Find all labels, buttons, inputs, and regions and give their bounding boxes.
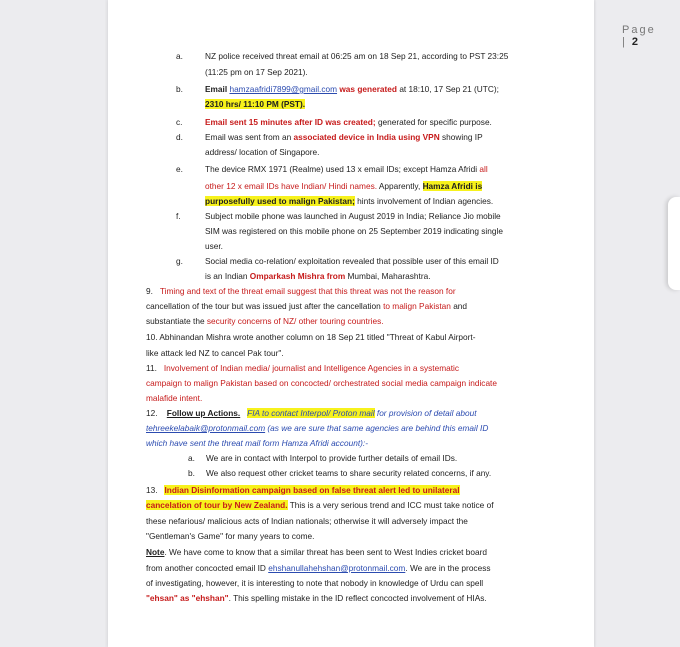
para-9-line-2: cancellation of the tour but was issued just after the cancellation to malign Pakistan and [146,301,468,311]
item-d-line-1: Email was sent from an associated device in India using VPN showing IP [205,132,483,142]
email-link-tehreek[interactable]: tehreekelabaik@protonmail.com [146,423,266,433]
para-11-line-2: campaign to malign Pakistan based on concocted/ orchestrated social media campaign indicate [146,378,497,388]
item-f-line-3: user. [205,241,223,251]
item-g-line-1: Social media co-relation/ exploitation revealed that possible user of this email ID [205,256,499,266]
item-b-line-1: Email hamzaafridi7899@gmail.com was generated at 18:10, 17 Sep 21 (UTC); [205,84,499,94]
item-f-line-1: Subject mobile phone was launched in August 2019 in India; Reliance Jio mobile [205,211,501,221]
para-13-line-3: these nefarious/ malicious acts of Indian nationals; otherwise it will adversely impact the [146,516,468,526]
item-g-label: g. [176,256,183,266]
para-12-line-3: which have sent the threat mail form Hamza Afridi account):- [146,438,368,448]
item-c-line: Email sent 15 minutes after ID was created; generated for specific purpose. [205,117,492,127]
para-12-b-text: We also request other cricket teams to share security related concerns, if any. [206,468,492,478]
item-a-line-1: NZ police received threat email at 06:25 am on 18 Sep 21, according to PST 23:25 [205,51,509,61]
item-b-label: b. [176,84,183,94]
note-line-2: from another concocted email ID ehshanullahehshan@protonmail.com. We are in the process [146,563,491,573]
para-10-line-2: like attack led NZ to cancel Pak tour". [146,348,284,358]
para-12-b-label: b. [188,468,195,478]
para-11-line-3: malafide intent. [146,393,203,403]
para-9-line-3: substantiate the security concerns of NZ/ other touring countries. [146,316,384,326]
note-line-1: Note. We have come to know that a similar threat has been sent to West Indies cricket board [146,547,487,557]
para-13-line-1: 13. Indian Disinformation campaign based on false threat alert led to unilateral [146,485,460,495]
email-link-hamza[interactable]: hamzaafridi7899@gmail.com [229,84,338,94]
email-link-ehshan[interactable]: ehshanullahehshan@protonmail.com [268,563,406,573]
para-13-line-2: cancelation of tour by New Zealand. This is a very serious trend and ICC must take notice of [146,500,494,510]
para-12-line-1: 12. Follow up Actions. FIA to contact Interpol/ Proton mail for provision of detail about [146,408,477,418]
item-b-line-2: 2310 hrs/ 11:10 PM (PST). [205,99,306,109]
para-13-line-4: "Gentleman's Game" for many years to come. [146,531,315,541]
page-number: Page | 2 [622,24,656,48]
document-page [108,0,656,647]
item-e-label: e. [176,164,183,174]
item-c-label: c. [176,117,183,127]
para-10-line-1: 10. Abhinandan Mishra wrote another column on 18 Sep 21 titled "Threat of Kabul Airport- [146,332,476,342]
para-12-a-label: a. [188,453,195,463]
para-12-line-2: tehreekelabaik@protonmail.com (as we are sure that same agencies are behind this email ID [146,423,489,433]
para-12-a-text: We are in contact with Interpol to provide further details of email IDs. [206,453,458,463]
side-scroll-tab[interactable] [668,197,680,290]
para-11-line-1: 11. Involvement of Indian media/ journalist and Intelligence Agencies in a systematic [146,363,460,373]
viewer-background-right [596,0,680,647]
item-g-line-2: is an Indian Omparkash Mishra from Mumbai, Maharashtra. [205,271,431,281]
item-a-label: a. [176,51,183,61]
item-f-label: f. [176,211,181,221]
item-f-line-2: SIM was registered on this mobile phone on 25 September 2019 indicating single [205,226,503,236]
note-line-3: of investigating, however, it is interesting to note that nobody in knowledge of Urdu can spell [146,578,484,588]
item-e-line-2: other 12 x email IDs have Indian/ Hindi names. Apparently, Hamza Afridi is [205,181,483,191]
item-a-line-2: (11:25 pm on 17 Sep 2021). [205,67,308,77]
item-e-line-3: purposefully used to malign Pakistan; hints involvement of Indian agencies. [205,196,494,206]
item-d-label: d. [176,132,183,142]
para-9-line-1: 9. Timing and text of the threat email suggest that this threat was not the reason for [146,286,456,296]
viewer-background-left [0,0,105,647]
item-d-line-2: address/ location of Singapore. [205,147,320,157]
item-e-line-1: The device RMX 1971 (Realme) used 13 x email IDs; except Hamza Afridi all [205,164,488,174]
note-line-4: "ehsan" as "ehshan". This spelling mistake in the ID reflect concocted involvement of HIAs. [146,593,487,603]
